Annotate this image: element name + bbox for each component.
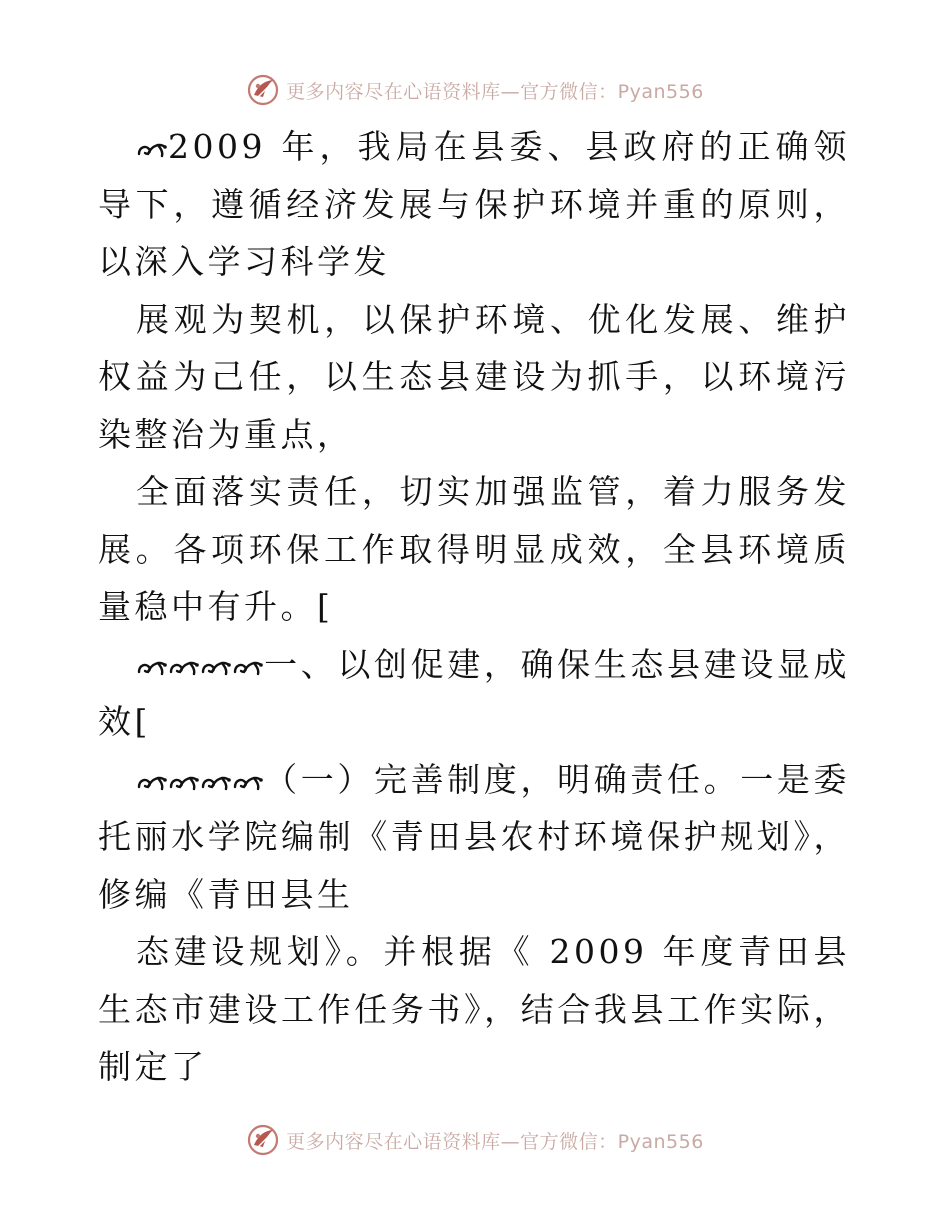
logo-icon bbox=[246, 73, 280, 107]
banner-text: 更多内容尽在心语资料库—官方微信：Pyan556 bbox=[286, 1130, 704, 1153]
ornament-group bbox=[136, 760, 264, 799]
ornament-icon bbox=[168, 657, 200, 677]
footer-banner bbox=[0, 1120, 950, 1160]
paragraph bbox=[98, 118, 850, 291]
paragraph bbox=[98, 923, 850, 1096]
paragraph bbox=[98, 751, 850, 924]
paragraph-text: 2009 年，我局在县委、县政府的正确领导下，遵循经济发展与保护环境并重的原则，以深入学习科学发 bbox=[98, 127, 850, 281]
header-banner bbox=[0, 70, 950, 110]
paragraph-text: 展观为契机，以保护环境、优化发展、维护权益为己任，以生态县建设为抓手，以环境污染整治为重点， bbox=[98, 299, 850, 454]
paragraph bbox=[98, 463, 850, 636]
document-body bbox=[98, 118, 850, 1096]
paragraph bbox=[98, 291, 850, 464]
ornament-icon bbox=[232, 772, 264, 792]
ornament-icon bbox=[200, 772, 232, 792]
ornament-icon bbox=[200, 657, 232, 677]
ornament-icon bbox=[168, 772, 200, 792]
logo-icon bbox=[246, 1123, 280, 1157]
paragraph-text: 全面落实责任，切实加强监管，着力服务发展。各项环保工作取得明显成效，全县环境质量稳中有升。[ bbox=[98, 472, 850, 626]
banner-text: 更多内容尽在心语资料库—官方微信：Pyan556 bbox=[286, 80, 704, 103]
ornament-group bbox=[136, 127, 168, 166]
ornament-icon bbox=[232, 657, 264, 677]
ornament-icon bbox=[136, 139, 168, 159]
paragraph-text: 一、以创促建，确保生态县建设显成效[ bbox=[98, 644, 850, 741]
ornament-icon bbox=[136, 772, 168, 792]
ornament-group bbox=[136, 645, 264, 684]
paragraph-text: （一）完善制度，明确责任。一是委托丽水学院编制《青田县农村环境保护规划》，修编《青田县生 bbox=[98, 759, 850, 914]
paragraph bbox=[98, 636, 850, 751]
paragraph-text: 态建设规划》。并根据《 2009 年度青田县生态市建设工作任务书》，结合我县工作实际，制定了 bbox=[98, 932, 850, 1086]
ornament-icon bbox=[136, 657, 168, 677]
